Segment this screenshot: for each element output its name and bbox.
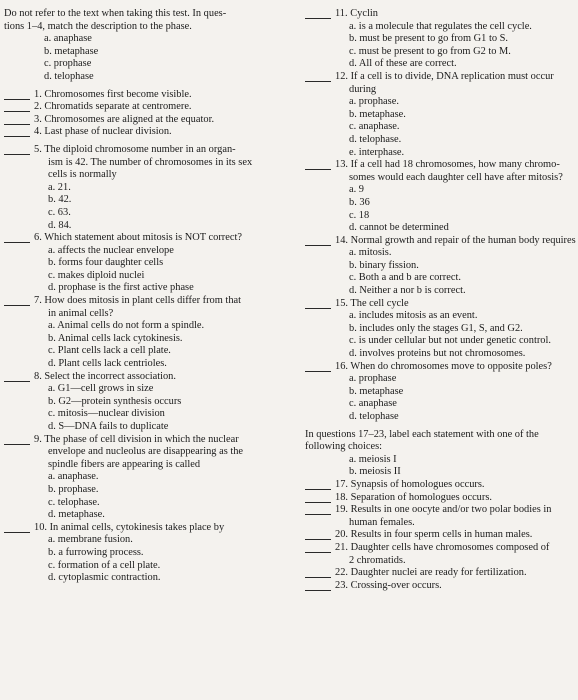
answer-blank[interactable] [4,381,30,382]
question-stem: 23. Crossing-over occurs. [335,579,442,591]
left-column [4,8,294,585]
answer-option: a. anaphase. [48,471,99,483]
question-stem: 21. Daughter cells have chromosomes composed of [335,541,550,553]
answer-blank[interactable] [4,242,30,243]
answer-blank[interactable] [305,489,331,490]
question-21 [305,542,573,567]
question-stem: 9. The phase of cell division in which the nuclear [34,433,239,445]
answer-option: a. 21. [48,181,71,193]
answer-option: d. Plant cells lack centrioles. [48,358,167,370]
question-14 [305,234,576,298]
question-stem: 2 chromatids. [349,554,406,566]
question-stem: 22. Daughter nuclei are ready for fertilization. [335,567,527,579]
answer-option: a. includes mitosis as an event. [349,310,478,322]
label-instructions: In questions 17–23, label each statement with one of the [305,428,539,440]
matching-text: 1. Chromosomes first become visible. [34,88,192,100]
matching-text: 4. Last phase of nuclear division. [34,126,172,138]
question-6 [4,232,294,295]
phase-choice: b. metaphase [44,45,99,57]
answer-option: d. cannot be determined [349,222,449,234]
answer-option: b. metaphase. [349,108,406,120]
answer-option: c. Both a and b are correct. [349,272,461,284]
question-10 [4,522,294,585]
answer-option: d. All of these are correct. [349,58,457,70]
question-stem: cells is normally [48,169,117,181]
question-stem: 11. Cyclin [335,8,378,19]
matching-text: 3. Chromosomes are aligned at the equator. [34,113,215,125]
matching-text: 2. Chromatids separate at centromere. [34,101,192,113]
question-stem: 14. Normal growth and repair of the human body requires [335,234,576,246]
answer-blank[interactable] [4,111,30,112]
answer-option: b. G2—protein synthesis occurs [48,395,182,407]
question-stem: 12. If a cell is to divide, DNA replication must occur [335,70,554,82]
answer-option: a. mitosis. [349,247,392,259]
answer-option: c. 18 [349,209,370,221]
question-stem: 10. In animal cells, cytokinesis takes place by [34,521,225,533]
answer-option: a. G1—cell grows in size [48,383,154,395]
question-stem: spindle fibers are appearing is called [48,458,201,470]
answer-blank[interactable] [305,577,331,578]
question-15 [305,298,573,361]
answer-option: b. 42. [48,194,72,206]
matching-item-3 [4,114,294,127]
answer-option: b. forms four daughter cells [48,257,164,269]
answer-option: a. prophase. [349,96,399,108]
answer-blank[interactable] [4,532,30,533]
answer-blank[interactable] [305,539,331,540]
answer-option: c. 63. [48,206,71,218]
question-stem: 8. Select the incorrect association. [34,370,176,382]
question-stem: in animal cells? [48,307,114,319]
instructions-line-1: Do not refer to the text when taking this test. In ques- [4,8,227,19]
answer-option: b. metaphase [349,385,404,397]
answer-option: c. telophase. [48,496,100,508]
answer-option: b. a furrowing process. [48,546,144,558]
question-stem: 20. Results in four sperm cells in human males. [335,529,533,541]
matching-item-2 [4,101,294,114]
answer-option: a. membrane fusion. [48,534,133,546]
answer-option: d. prophase is the first active phase [48,282,194,294]
answer-blank[interactable] [4,99,30,100]
answer-blank[interactable] [305,18,331,19]
answer-option: d. involves proteins but not chromosomes. [349,348,526,360]
label-choice: a. meiosis I [349,453,397,465]
answer-option: d. telophase. [349,133,402,145]
answer-option: a. 9 [349,184,365,196]
label-choice: b. meiosis II [349,466,401,478]
answer-blank[interactable] [305,245,331,246]
answer-option: c. must be present to go from G2 to M. [349,45,511,57]
question-stem: 7. How does mitosis in plant cells differ from that [34,295,242,307]
answer-option: c. Plant cells lack a cell plate. [48,345,171,357]
answer-option: a. affects the nuclear envelope [48,244,174,256]
answer-option: b. Animal cells lack cytokinesis. [48,332,183,344]
answer-blank[interactable] [305,514,331,515]
matching-item-1 [4,89,294,102]
question-stem: 17. Synapsis of homologues occurs. [335,478,485,490]
question-stem: 15. The cell cycle [335,297,409,309]
question-stem: envelope and nucleolus are disappearing as the [48,446,244,458]
question-stem: during [349,83,377,95]
question-20 [305,529,573,542]
answer-option: e. interphase. [349,146,405,158]
question-stem: 5. The diploid chromosome number in an organ- [34,143,236,155]
question-13 [305,159,573,235]
answer-option: d. metaphase. [48,509,105,521]
question-stem: somes would each daughter cell have after mitosis? [349,171,563,183]
right-column [305,8,576,592]
answer-option: a. is a molecule that regulates the cell cycle. [349,20,532,32]
question-stem: human females. [349,516,415,528]
question-stem: ism is 42. The number of chromosomes in its sex [48,156,253,168]
phase-choice: d. telophase [44,70,94,82]
answer-option: b. 36 [349,196,370,208]
question-stem: 18. Separation of homologues occurs. [335,491,492,503]
answer-option: c. is under cellular but not under genetic control. [349,335,551,347]
question-12 [305,71,573,159]
question-17 [305,479,573,492]
answer-blank[interactable] [4,444,30,445]
question-stem: 6. Which statement about mitosis is NOT correct? [34,232,242,244]
answer-blank[interactable] [4,154,30,155]
question-9 [4,434,294,522]
answer-blank[interactable] [305,81,331,82]
answer-option: c. mitosis—nuclear division [48,408,165,420]
question-22 [305,567,573,580]
answer-option: d. 84. [48,219,72,231]
answer-option: b. must be present to go from G1 to S. [349,33,509,45]
answer-option: d. cytoplasmic contraction. [48,572,161,584]
question-stem: 19. Results in one oocyte and/or two polar bodies in [335,504,552,516]
answer-option: b. prophase. [48,483,99,495]
label-instructions: following choices: [305,441,383,453]
phase-choice: c. prophase [44,58,92,70]
answer-blank[interactable] [4,136,30,137]
answer-option: c. anaphase [349,398,397,410]
answer-option: b. binary fission. [349,259,419,271]
answer-option: c. makes diploid nuclei [48,269,145,281]
question-23 [305,580,573,593]
answer-blank[interactable] [4,305,30,306]
question-18 [305,492,573,505]
question-19 [305,504,573,529]
answer-blank[interactable] [4,124,30,125]
question-stem: 13. If a cell had 18 chromosomes, how many chromo- [335,159,560,171]
question-11 [305,8,573,71]
question-16 [305,361,573,424]
matching-item-4 [4,126,294,139]
answer-blank[interactable] [305,308,331,309]
answer-option: d. S—DNA fails to duplicate [48,421,169,432]
answer-option: a. Animal cells do not form a spindle. [48,320,205,332]
phase-choice: a. anaphase [44,33,92,45]
answer-blank[interactable] [305,552,331,553]
answer-option: c. formation of a cell plate. [48,559,161,571]
answer-option: d. Neither a nor b is correct. [349,285,466,297]
answer-blank[interactable] [305,502,331,503]
instructions-line-2: tions 1–4, match the description to the phase. [4,20,192,32]
question-stem: 16. When do chromosomes move to opposite poles? [335,360,552,372]
answer-blank[interactable] [305,590,331,591]
answer-option: d. telophase [349,411,399,422]
question-7 [4,295,294,371]
question-5 [4,144,294,232]
answer-blank[interactable] [305,169,331,170]
question-8 [4,371,294,434]
answer-option: a. prophase [349,373,397,385]
answer-option: b. includes only the stages G1, S, and G2. [349,322,523,334]
answer-blank[interactable] [305,371,331,372]
answer-option: c. anaphase. [349,121,400,133]
